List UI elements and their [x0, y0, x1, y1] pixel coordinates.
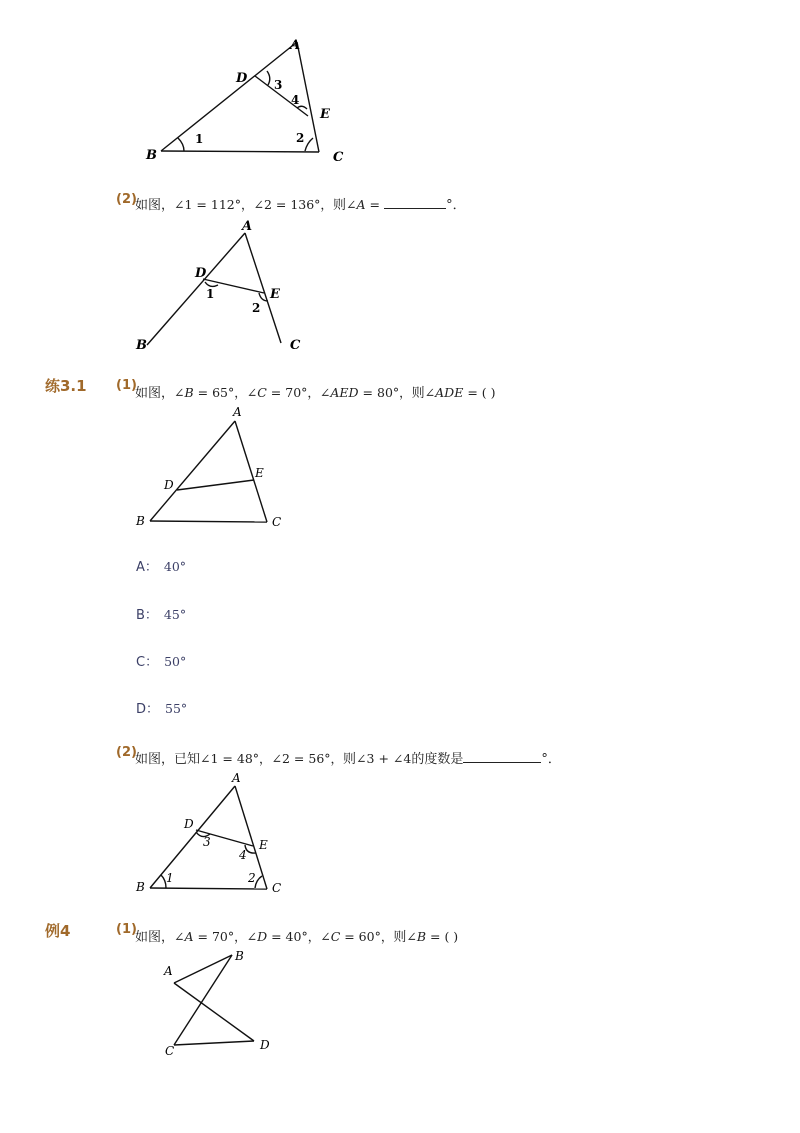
question-text: 如图，∠1 = 112°，∠2 = 136°，则∠A = °． — [135, 197, 466, 213]
option-a[interactable]: A： 40° — [136, 559, 187, 575]
vertex-d-label: D — [260, 1038, 270, 1052]
vertex-e-label: E — [259, 838, 268, 852]
angle-1-label: 1 — [195, 132, 204, 146]
vertex-b-label: B — [146, 148, 157, 163]
figure-crossed-triangles — [150, 945, 290, 1060]
question-text: 如图，已知∠1 = 48°，∠2 = 56°，则∠3 + ∠4的度数是 °． — [135, 751, 561, 767]
vertex-b-label: B — [136, 514, 145, 528]
option-c[interactable]: C： 50° — [136, 654, 187, 670]
vertex-a-label: A — [232, 771, 241, 785]
vertex-a-label: A — [242, 219, 253, 234]
option-d[interactable]: D： 55° — [136, 701, 188, 717]
question-number: (1) — [116, 922, 137, 937]
option-b[interactable]: B： 45° — [136, 607, 187, 623]
angle-4-label: 4 — [291, 93, 300, 107]
vertex-d-label: D — [195, 266, 207, 281]
angle-2-label: 2 — [252, 301, 261, 315]
answer-blank[interactable] — [384, 197, 446, 209]
vertex-b-label: B — [136, 880, 145, 894]
vertex-a-label: A — [290, 38, 301, 53]
figure-triangle-angles-3-4 — [130, 768, 300, 898]
vertex-d-label: D — [236, 71, 248, 86]
figure-lines-bd-ce — [130, 215, 320, 360]
section-label: 例4 — [45, 922, 71, 940]
answer-blank[interactable] — [463, 751, 541, 763]
figure-triangle-abc-de — [130, 400, 300, 535]
vertex-d-label: D — [164, 478, 174, 492]
angle-1-label: 1 — [166, 871, 174, 885]
vertex-c-label: C — [333, 150, 344, 165]
section-label: 练3.1 — [45, 377, 87, 395]
question-number: (2) — [116, 745, 137, 760]
vertex-a-label: A — [164, 964, 173, 978]
vertex-b-label: B — [235, 949, 244, 963]
vertex-b-label: B — [136, 338, 147, 353]
angle-3-label: 3 — [203, 835, 211, 849]
figure-triangle-ade — [130, 30, 370, 170]
angle-1-label: 1 — [206, 287, 215, 301]
vertex-e-label: E — [255, 466, 264, 480]
vertex-a-label: A — [233, 405, 242, 419]
angle-2-label: 2 — [296, 131, 305, 145]
vertex-c-label: C — [272, 515, 282, 529]
vertex-e-label: E — [270, 287, 280, 302]
angle-2-label: 2 — [248, 871, 256, 885]
vertex-c-label: C — [290, 338, 301, 353]
vertex-d-label: D — [184, 817, 194, 831]
question-number: (2) — [116, 192, 137, 207]
angle-3-label: 3 — [274, 78, 283, 92]
question-text: 如图，∠A = 70°，∠D = 40°，∠C = 60°，则∠B = ( ) — [135, 929, 459, 945]
vertex-c-label: C — [165, 1044, 175, 1058]
question-text: 如图，∠B = 65°，∠C = 70°，∠AED = 80°，则∠ADE = ( ) — [135, 385, 496, 401]
vertex-c-label: C — [272, 881, 282, 895]
question-number: (1) — [116, 378, 137, 393]
angle-4-label: 4 — [239, 848, 247, 862]
vertex-e-label: E — [320, 107, 330, 122]
